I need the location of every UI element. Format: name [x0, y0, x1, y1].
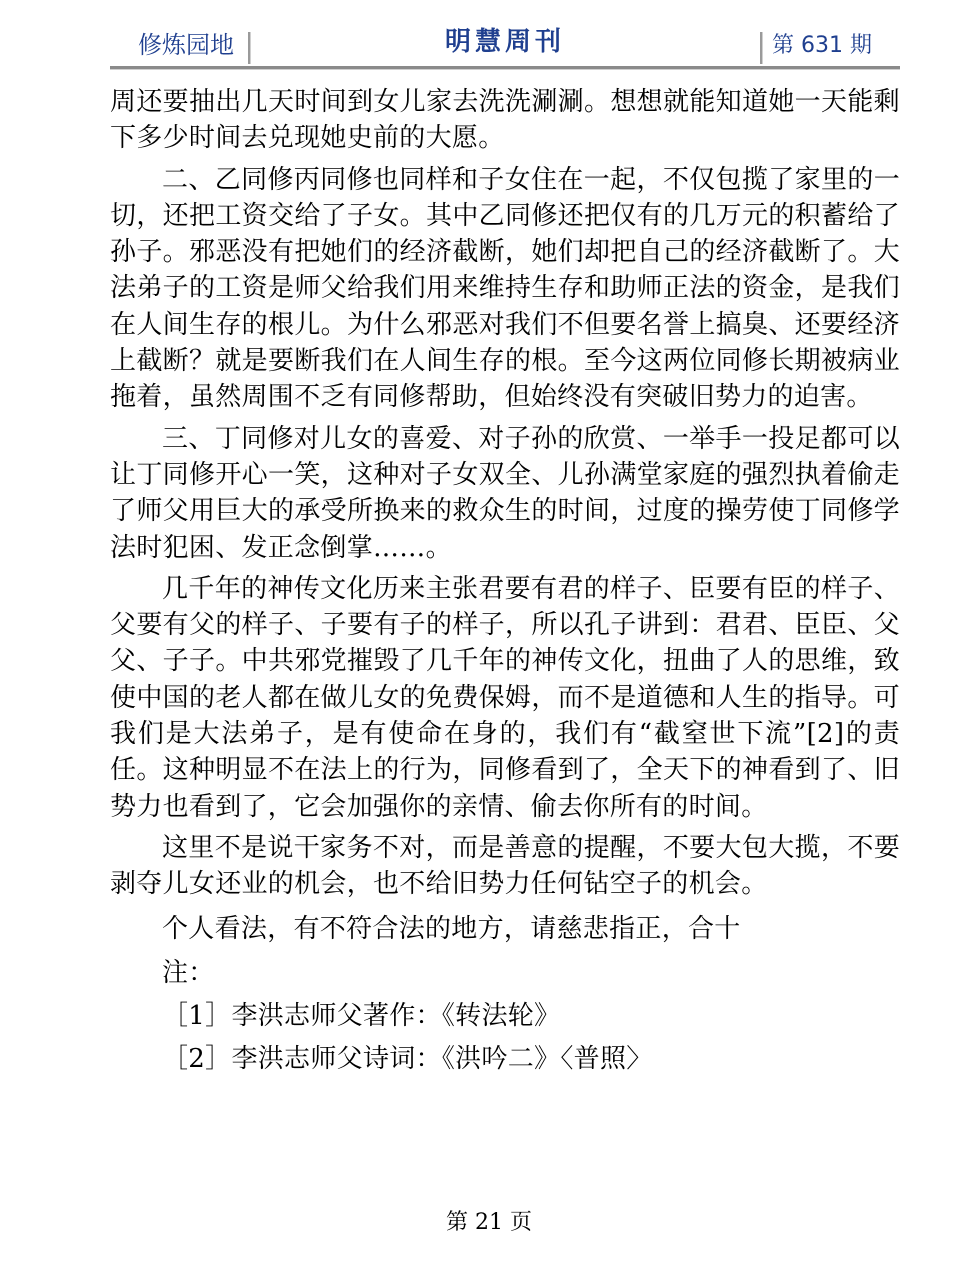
paragraph: 二、乙同修丙同修也同样和子女住在一起，不仅包揽了家里的一切，还把工资交给了子女。其中乙同修还把仅有的几万元的积蓄给了孙子。邪恶没有把她们的经济截断，她们却把自己的经济截断了。大法弟子的工资是师父给我们用来维持生存和助师正法的资金，是我们在人间生存的根儿。为什么邪恶对我们不但要名誉上搞臭、还要经济上截断？就是要断我们在人间生存的根。至今这两位同修长期被病业拖着，虽然周围不乏有同修帮助，但始终没有突破旧势力的迫害。	[110, 164, 900, 413]
article-body	[110, 84, 900, 1085]
paragraph-continuation: 周还要抽出几天时间到女儿家去洗洗涮涮。想想就能知道她一天能剩下多少时间去兑现她史前的大愿。	[110, 87, 900, 154]
paragraph: 这里不是说干家务不对，而是善意的提醒，不要大包大揽，不要剥夺儿女还业的机会，也不给旧势力任何钻空子的机会。	[110, 832, 900, 900]
page-header	[110, 24, 900, 68]
page-footer	[0, 1208, 978, 1238]
notes-heading: 注：	[162, 957, 215, 988]
issue-number: 第 631 期	[772, 33, 872, 58]
paragraph: 几千年的神传文化历来主张君要有君的样子、臣要有臣的样子、父要有父的样子、子要有子的样子，所以孔子讲到：君君、臣臣、父父、子子。中共邪党摧毁了几千年的神传文化，扭曲了人的思维，致使中国的老人都在做儿女的免费保姆，而不是道德和人生的指导。可我们是大法弟子，是有使命在身的，我们有“截窒世下流”[2]的责任。这种明显不在法上的行为，同修看到了，全天下的神看到了、旧势力也看到了，它会加强你的亲情、偷去你所有的时间。	[110, 573, 900, 822]
header-rule	[110, 66, 900, 70]
closing-line: 个人看法，有不符合法的地方，请慈悲指正，合十	[162, 913, 741, 944]
paragraph: 三、丁同修对儿女的喜爱、对子孙的欣赏、一举手一投足都可以让丁同修开心一笑，这种对子女双全、儿孙满堂家庭的强烈执着偷走了师父用巨大的承受所换来的救众生的时间，过度的操劳使丁同修学法时犯困、发正念倒掌……。	[110, 423, 900, 563]
page-number: 第 21 页	[446, 1210, 532, 1235]
header-separator-right	[760, 32, 763, 64]
section-name: 修炼园地	[138, 31, 234, 59]
footnote: ［2］李洪志师父诗词：《洪吟二》〈普照〉	[162, 1044, 653, 1075]
publication-title: 明慧周刊	[444, 27, 565, 57]
footnote: ［1］李洪志师父著作：《转法轮》	[162, 1001, 561, 1032]
